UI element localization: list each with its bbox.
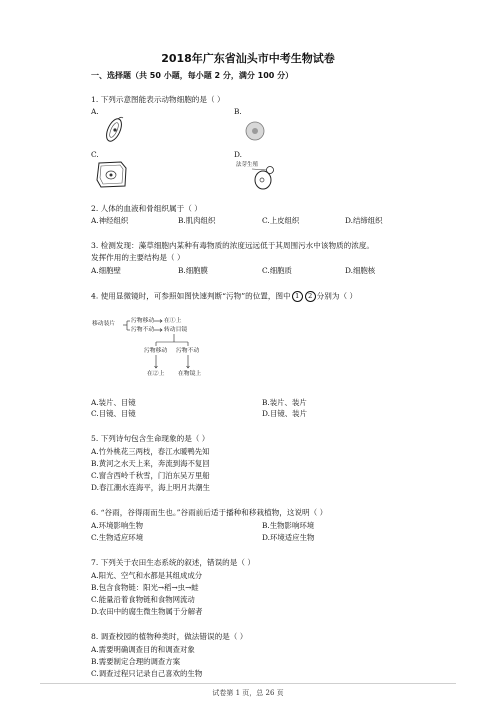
q5-option-c: C.窗含西岭千秋雪，门泊东吴万里船 — [91, 471, 210, 480]
plant-cell-figure — [95, 160, 129, 190]
q4-option-d: D.目镜、装片 — [262, 409, 307, 418]
q7-option-c: C.能量沿着食物链和食物网流动 — [91, 595, 195, 604]
diagram-branch-top: 污物移动 — [131, 318, 155, 324]
diagram-right-result: 在物镜上 — [178, 371, 202, 377]
q4-stem-part-b: 分别为（ ） — [316, 291, 358, 301]
diagram-branch-top-result: 在①上 — [164, 318, 182, 324]
q6-option-b: B.生物影响环境 — [262, 521, 315, 530]
q4-option-a: A.装片、目镜 — [91, 398, 136, 407]
page-footer: 试卷第 1 页，总 26 页 — [212, 689, 284, 697]
diagram-root: 移动装片 — [92, 321, 116, 327]
q3-option-d: D.细胞核 — [345, 266, 376, 275]
q2-option-a: A.神经组织 — [91, 216, 129, 225]
q1-label-a: A. — [91, 107, 99, 116]
q1-label-d: D. — [234, 150, 243, 159]
q1-label-b: B. — [234, 107, 242, 116]
diagram-left-leaf: 污物移动 — [144, 348, 168, 354]
euglena-cell-figure — [103, 115, 125, 145]
round-cell-figure — [244, 120, 266, 142]
q8-option-b: B.需要制定合理的调查方案 — [91, 657, 181, 666]
circled-number-1: 1 — [292, 291, 303, 302]
diagram-left-result: 在②上 — [147, 371, 165, 377]
q2-option-b: B.肌肉组织 — [178, 216, 216, 225]
q8-option-a: A.需要明确调查目的和调查对象 — [91, 645, 195, 654]
q8-stem: 8. 调查校园的植物种类时，做法错误的是（ ） — [91, 632, 248, 641]
q1-label-c: C. — [91, 150, 99, 159]
q5-option-d: D.春江潮水连海平，海上明月共潮生 — [91, 483, 210, 492]
q7-option-d: D.农田中的腐生微生物属于分解者 — [91, 607, 203, 616]
q7-option-b: B.包含食物链：阳光→稻→虫→蛙 — [91, 583, 199, 592]
budding-yeast-figure — [252, 165, 276, 191]
q7-stem: 7. 下列关于农田生态系统的叙述，错误的是（ ） — [91, 558, 255, 567]
q6-stem: 6. “谷雨，谷得雨而生也。”谷雨前后适于播种和移栽植物，这说明（ ） — [91, 508, 328, 517]
footer-divider — [40, 683, 456, 684]
q4-option-b: B.装片、装片 — [262, 398, 307, 407]
diagram-branch-bottom-next: 转动目镜 — [164, 327, 188, 333]
diagram-right-leaf: 污物不动 — [176, 348, 200, 354]
q3-option-c: C.细胞质 — [262, 266, 292, 275]
q4-option-c: C.目镜、目镜 — [91, 409, 136, 418]
circled-number-2: 2 — [305, 291, 316, 302]
q5-option-a: A.竹外桃花三两枝，春江水暖鸭先知 — [91, 447, 210, 456]
q3-stem-line1: 3. 检测发现：藻草细胞内某种有毒物质的浓度远远低于其周围污水中该物质的浓度。 — [91, 241, 375, 250]
q3-option-a: A.细胞壁 — [91, 266, 121, 275]
q3-option-b: B.细胞膜 — [178, 266, 208, 275]
q3-stem-line2: 发挥作用的主要结构是（ ） — [91, 253, 185, 262]
q6-option-d: D.环境适应生物 — [262, 533, 315, 542]
q5-stem: 5. 下列诗句包含生命现象的是（ ） — [91, 434, 210, 443]
q1-d-figure-label: 法芽生殖 — [236, 162, 259, 168]
q4-stem — [91, 291, 357, 302]
q4-flow-diagram — [92, 318, 242, 386]
section-heading: 一、选择题（共 50 小题，每小题 2 分，满分 100 分） — [91, 71, 294, 80]
page-title: 2018年广东省汕头市中考生物试卷 — [161, 52, 335, 65]
q5-option-b: B.黄河之水天上来，奔流到海不复回 — [91, 459, 210, 468]
q6-option-a: A.环境影响生物 — [91, 521, 144, 530]
q1-stem: 1. 下列示意图能表示动物细胞的是（ ） — [91, 95, 225, 104]
q2-stem: 2. 人体的血液和骨组织属于（ ） — [91, 204, 202, 213]
q7-option-a: A.阳光、空气和水都是其组成成分 — [91, 571, 203, 580]
q2-option-c: C.上皮组织 — [262, 216, 300, 225]
q8-option-c: C.调查过程只记录自己喜欢的生物 — [91, 669, 203, 678]
q4-stem-part-a: 4. 使用显微镜时，可参照如图快速判断“污物”的位置，图中 — [91, 291, 291, 301]
q2-option-d: D.结缔组织 — [345, 216, 383, 225]
diagram-branch-bottom: 污物不动 — [131, 327, 155, 333]
q6-option-c: C.生物适应环境 — [91, 533, 144, 542]
